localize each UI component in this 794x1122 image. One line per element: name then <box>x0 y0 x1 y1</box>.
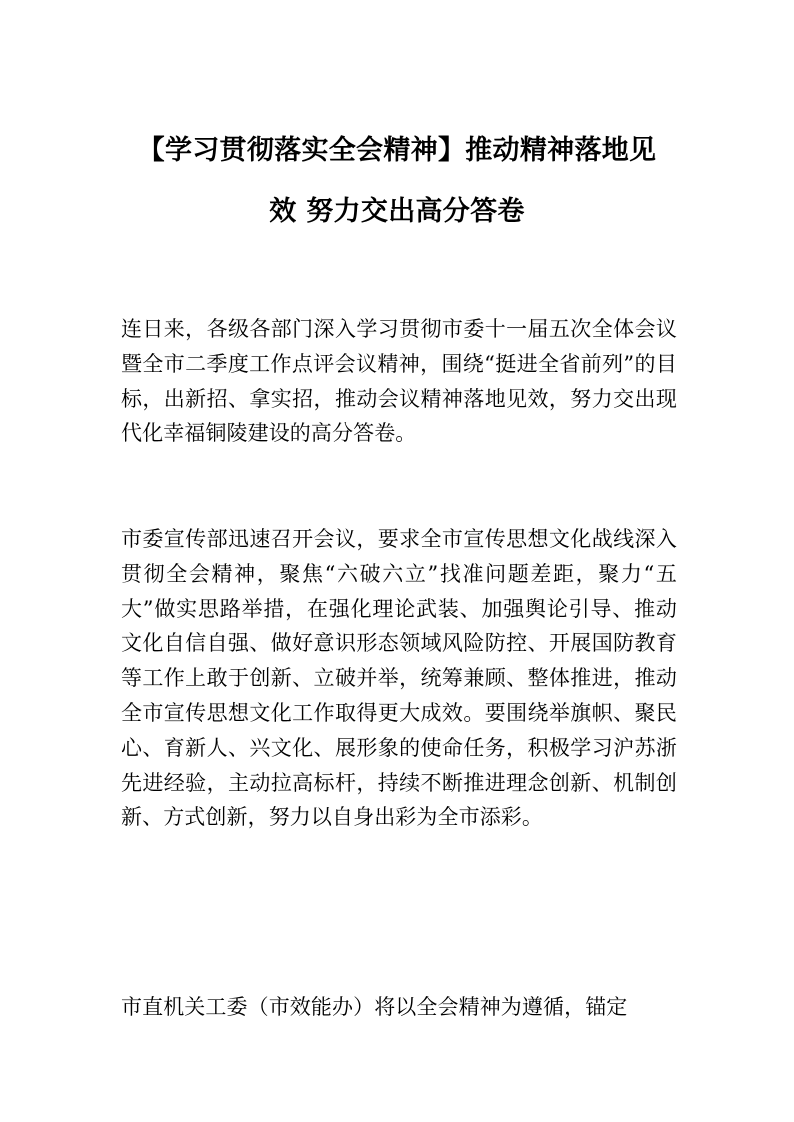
paragraph-3: 市直机关工委（市效能办）将以全会精神为遵循，锚定 <box>121 995 628 1019</box>
paragraph-2: 市委宣传部迅速召开会议，要求全市宣传思想文化战线深入贯彻全会精神，聚焦“六破六立”找准问题差距，聚力“五大”做实思路举措，在强化理论武装、加强舆论引导、推动文化自信自强、做好意识形态领域风险防控、开展国防教育等工作上敢于创新、立破并举，统筹兼顾、整体推进，推动全市宣传思想文化工作取得更大成效。要围绕举旗帜、聚民心、育新人、兴文化、展形象的使命任务，积极学习沪苏浙先进经验，主动拉高标杆，持续不断推进理念创新、机制创新、方式创新，努力以自身出彩为全市添彩。 <box>121 527 677 830</box>
document-title-line-1: 【学习贯彻落实全会精神】推动精神落地见 <box>137 135 657 166</box>
document-title-line-2: 效 努力交出高分答卷 <box>269 196 525 227</box>
paragraph-1: 连日来，各级各部门深入学习贯彻市委十一届五次全体会议暨全市二季度工作点评会议精神，围绕“挺进全省前列”的目标，出新招、拿实招，推动会议精神落地见效，努力交出现代化幸福铜陵建设的高分答卷。 <box>121 317 677 446</box>
